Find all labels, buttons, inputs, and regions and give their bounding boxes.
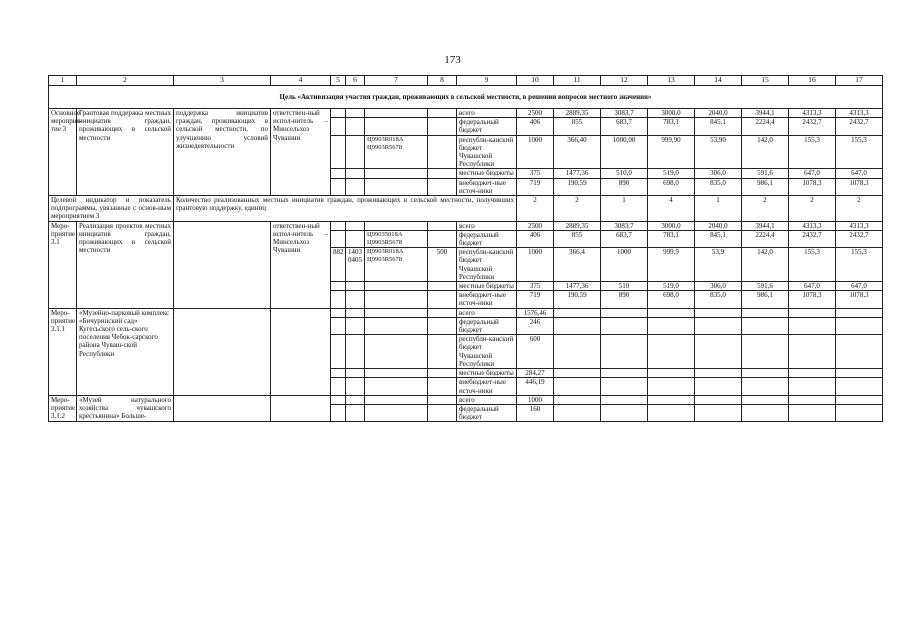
funding-source: федеральный бюджет — [457, 317, 517, 334]
cell — [601, 369, 648, 378]
cell — [428, 135, 457, 169]
cell — [346, 282, 365, 291]
col-num: 1 — [49, 76, 77, 86]
cell — [554, 378, 601, 395]
col-num: 11 — [554, 76, 601, 86]
cell — [365, 282, 428, 291]
cell — [428, 395, 457, 404]
cell — [346, 378, 365, 395]
value-cell: 3083,7 — [601, 109, 648, 118]
funding-source: всего — [457, 221, 517, 230]
table-row — [49, 308, 883, 317]
page-number: 173 — [444, 54, 461, 66]
cell — [346, 404, 365, 421]
value-cell: 510 — [601, 282, 648, 291]
value-cell: 2889,35 — [554, 221, 601, 230]
value-cell: 835,0 — [695, 178, 742, 195]
cell — [695, 335, 742, 369]
funding-source: внебюджет-ные источ-ники — [457, 378, 517, 395]
cell — [789, 317, 836, 334]
funding-source: местные бюджеты — [457, 282, 517, 291]
measure-number: Меро-приятие 3.1.2 — [49, 395, 77, 422]
value-cell: 284,27 — [517, 369, 554, 378]
funding-source: федеральный бюджет — [457, 404, 517, 421]
cell — [428, 308, 457, 317]
value-cell: 3000,0 — [648, 109, 695, 118]
cell — [648, 317, 695, 334]
value-cell: 3944,1 — [742, 221, 789, 230]
cell — [365, 404, 428, 421]
cell — [365, 118, 428, 135]
cell — [365, 169, 428, 178]
value-cell: 142,0 — [742, 135, 789, 169]
value-cell: 246 — [517, 317, 554, 334]
value-cell: 719 — [517, 291, 554, 308]
value-cell: 366,40 — [554, 135, 601, 169]
cell — [365, 291, 428, 308]
cell — [365, 308, 428, 317]
funding-source: местные бюджеты — [457, 369, 517, 378]
cell — [346, 395, 365, 404]
indicator-value: 4 — [648, 196, 695, 222]
col-num: 14 — [695, 76, 742, 86]
value-cell: 1000 — [517, 135, 554, 169]
cell — [331, 135, 346, 169]
cell — [346, 178, 365, 195]
cell — [695, 395, 742, 404]
expense-type-code: 500 — [428, 248, 457, 282]
value-cell: 306,0 — [695, 282, 742, 291]
measure-name: Реализация проектов местных инициатив граждан, проживающих в сельской местности — [77, 221, 174, 308]
cell — [331, 317, 346, 334]
budget-code: Ц9903R018A Ц9903R5678 — [365, 248, 428, 282]
value-cell: 1000 — [517, 395, 554, 404]
value-cell: 2224,4 — [742, 230, 789, 247]
measure-name: Грантовая поддержка местных инициатив граждан, проживающих в сельской местности — [77, 109, 174, 196]
cell — [346, 335, 365, 369]
cell — [648, 335, 695, 369]
value-cell: 719 — [517, 178, 554, 195]
value-cell: 160 — [517, 404, 554, 421]
cell — [428, 282, 457, 291]
responsible: ответствен-ный испол-нитель – Минсельхоз Чувашии — [271, 221, 331, 308]
cell — [365, 109, 428, 118]
cell — [428, 178, 457, 195]
value-cell: 2040,0 — [695, 221, 742, 230]
cell — [742, 335, 789, 369]
value-cell: 783,1 — [648, 230, 695, 247]
cell — [331, 169, 346, 178]
value-cell: 1000,00 — [601, 135, 648, 169]
value-cell: 683,7 — [601, 230, 648, 247]
cell — [346, 291, 365, 308]
value-cell: 375 — [517, 169, 554, 178]
cell — [331, 178, 346, 195]
measure-number: Основное мероприя-тие 3 — [49, 109, 77, 196]
value-cell: 999,90 — [648, 135, 695, 169]
goal-title: Цель «Активизация участия граждан, проживающих в сельской местности, в решении вопросов местного значения» — [49, 86, 883, 109]
col-num: 3 — [174, 76, 271, 86]
cell — [346, 169, 365, 178]
value-cell: 155,3 — [836, 248, 883, 282]
indicator-text: Количество реализованных местных инициатив граждан, проживающих в сельской местности, получивших грантовую поддержку, единиц — [174, 196, 517, 222]
cell — [365, 317, 428, 334]
measure-name: «Музей натурального хозяйства чувашского крестьянина» Больше- — [77, 395, 174, 422]
cell — [554, 335, 601, 369]
cell — [554, 308, 601, 317]
value-cell: 2040,0 — [695, 109, 742, 118]
value-cell: 855 — [554, 118, 601, 135]
cell — [271, 395, 331, 422]
funding-source: федеральный бюджет — [457, 230, 517, 247]
col-num: 15 — [742, 76, 789, 86]
cell — [836, 378, 883, 395]
indicator-value: 2 — [517, 196, 554, 222]
indicator-value: 2 — [836, 196, 883, 222]
cell — [346, 221, 365, 230]
value-cell: 1078,3 — [836, 178, 883, 195]
cell — [601, 404, 648, 421]
value-cell: 783,1 — [648, 118, 695, 135]
cell — [601, 308, 648, 317]
value-cell: 2500 — [517, 109, 554, 118]
funding-source: всего — [457, 395, 517, 404]
value-cell: 683,7 — [601, 118, 648, 135]
value-cell: 986,1 — [742, 291, 789, 308]
cell — [695, 308, 742, 317]
cell — [601, 335, 648, 369]
cell — [554, 395, 601, 404]
cell — [836, 395, 883, 404]
funding-source: республи-канский бюджет Чувашской Республики — [457, 135, 517, 169]
cell — [836, 369, 883, 378]
cell — [428, 291, 457, 308]
cell — [601, 395, 648, 404]
indicator-value: 2 — [789, 196, 836, 222]
measure-task: поддержка инициатив граждан, проживающих в сельской местности, по улучшению условий жизнедеятельности — [174, 109, 271, 196]
value-cell: 2432,7 — [836, 230, 883, 247]
cell — [695, 317, 742, 334]
cell — [742, 317, 789, 334]
value-cell: 2224,4 — [742, 118, 789, 135]
cell — [346, 118, 365, 135]
value-cell: 155,3 — [836, 135, 883, 169]
cell — [174, 221, 271, 308]
value-cell: 519,0 — [648, 282, 695, 291]
indicator-label: Целевой индикатор и показатель подпрограммы, увязанные с основ-ным мероприятием 3 — [49, 196, 174, 222]
value-cell: 3083,7 — [601, 221, 648, 230]
cell — [428, 109, 457, 118]
value-cell: 855 — [554, 230, 601, 247]
grbs-code: 882 — [331, 248, 346, 282]
budget-table — [48, 75, 883, 422]
cell — [742, 395, 789, 404]
cell — [695, 369, 742, 378]
value-cell: 647,0 — [836, 282, 883, 291]
col-num: 10 — [517, 76, 554, 86]
indicator-value: 1 — [601, 196, 648, 222]
funding-source: всего — [457, 308, 517, 317]
value-cell: 647,0 — [836, 169, 883, 178]
funding-source: внебюджет-ные источ-ники — [457, 178, 517, 195]
value-cell: 1477,36 — [554, 282, 601, 291]
cell — [346, 230, 365, 247]
value-cell: 3944,1 — [742, 109, 789, 118]
value-cell: 2432,7 — [836, 118, 883, 135]
funding-source: всего — [457, 109, 517, 118]
cell — [428, 169, 457, 178]
col-num: 5 — [331, 76, 346, 86]
cell — [836, 308, 883, 317]
value-cell: 2432,7 — [789, 118, 836, 135]
funding-source: федеральный бюджет — [457, 118, 517, 135]
cell — [346, 308, 365, 317]
cell — [836, 404, 883, 421]
cell — [836, 317, 883, 334]
cell — [789, 369, 836, 378]
value-cell: 190,59 — [554, 291, 601, 308]
col-num: 12 — [601, 76, 648, 86]
col-num: 8 — [428, 76, 457, 86]
cell — [346, 369, 365, 378]
table-row — [49, 109, 883, 118]
value-cell: 647,0 — [789, 169, 836, 178]
cell — [331, 369, 346, 378]
value-cell: 406 — [517, 230, 554, 247]
value-cell: 3000,0 — [648, 221, 695, 230]
col-num: 2 — [77, 76, 174, 86]
value-cell: 190,59 — [554, 178, 601, 195]
cell — [174, 308, 271, 395]
cell — [365, 378, 428, 395]
cell — [428, 118, 457, 135]
cell — [648, 308, 695, 317]
indicator-value: 2 — [554, 196, 601, 222]
cell — [271, 308, 331, 395]
cell — [648, 369, 695, 378]
value-cell: 155,3 — [789, 135, 836, 169]
value-cell: 2500 — [517, 221, 554, 230]
funding-source: внебюджет-ные источ-ники — [457, 291, 517, 308]
value-cell: 647,0 — [789, 282, 836, 291]
indicator-row — [49, 196, 883, 222]
value-cell: 53,90 — [695, 135, 742, 169]
cell — [331, 308, 346, 317]
value-cell: 155,3 — [789, 248, 836, 282]
value-cell: 1576,46 — [517, 308, 554, 317]
column-number-row — [49, 76, 883, 86]
cell — [428, 369, 457, 378]
cell — [601, 378, 648, 395]
cell — [331, 291, 346, 308]
value-cell: 835,0 — [695, 291, 742, 308]
cell — [331, 378, 346, 395]
budget-code: Ц9903R018A Ц9903R5678 — [365, 135, 428, 169]
cell — [428, 317, 457, 334]
cell — [346, 135, 365, 169]
cell — [789, 308, 836, 317]
value-cell: 1477,36 — [554, 169, 601, 178]
value-cell: 142,0 — [742, 248, 789, 282]
cell — [789, 395, 836, 404]
value-cell: 698,0 — [648, 178, 695, 195]
value-cell: 519,0 — [648, 169, 695, 178]
value-cell: 53,9 — [695, 248, 742, 282]
col-num: 7 — [365, 76, 428, 86]
cell — [365, 178, 428, 195]
measure-name: «Музейно-парковый комплекс «Бичуринский сад» Кугесьского сель-ского поселения Чебок-сарского района Чуваш-ской Республики — [77, 308, 174, 395]
value-cell: 375 — [517, 282, 554, 291]
cell — [346, 109, 365, 118]
cell — [742, 308, 789, 317]
goal-row — [49, 86, 883, 109]
cell — [428, 230, 457, 247]
cell — [365, 395, 428, 404]
cell — [365, 221, 428, 230]
cell — [789, 378, 836, 395]
table-row — [49, 221, 883, 230]
cell — [648, 404, 695, 421]
measure-number: Меро-приятие 3.1 — [49, 221, 77, 308]
table-row — [49, 395, 883, 404]
cell — [346, 317, 365, 334]
value-cell: 845,1 — [695, 118, 742, 135]
value-cell: 2889,35 — [554, 109, 601, 118]
cell — [331, 335, 346, 369]
responsible: ответствен-ный испол-нитель – Минсельхоз Чувашии — [271, 109, 331, 196]
value-cell: 600 — [517, 335, 554, 369]
value-cell: 1078,3 — [836, 291, 883, 308]
value-cell: 1000 — [601, 248, 648, 282]
value-cell: 1000 — [517, 248, 554, 282]
value-cell: 4313,3 — [836, 109, 883, 118]
value-cell: 591,6 — [742, 282, 789, 291]
cell — [695, 404, 742, 421]
value-cell: 1078,3 — [789, 291, 836, 308]
cell — [742, 378, 789, 395]
cell — [789, 335, 836, 369]
cell — [331, 230, 346, 247]
cell — [554, 369, 601, 378]
funding-source: республи-канский бюджет Чувашской Республики — [457, 335, 517, 369]
cell — [331, 282, 346, 291]
value-cell: 591,6 — [742, 169, 789, 178]
indicator-value: 1 — [695, 196, 742, 222]
budget-code: Ц99035018A Ц9903R5678 — [365, 230, 428, 247]
cell — [331, 404, 346, 421]
cell — [428, 378, 457, 395]
cell — [695, 378, 742, 395]
value-cell: 4313,3 — [789, 109, 836, 118]
funding-source: республи-канский бюджет Чувашской Республики — [457, 248, 517, 282]
col-num: 13 — [648, 76, 695, 86]
value-cell: 698,0 — [648, 291, 695, 308]
col-num: 6 — [346, 76, 365, 86]
cell — [331, 109, 346, 118]
value-cell: 2432,7 — [789, 230, 836, 247]
cell — [365, 369, 428, 378]
value-cell: 366,4 — [554, 248, 601, 282]
col-num: 17 — [836, 76, 883, 86]
cell — [365, 335, 428, 369]
cell — [742, 369, 789, 378]
cell — [742, 404, 789, 421]
value-cell: 4313,3 — [789, 221, 836, 230]
cell — [428, 335, 457, 369]
cell — [331, 221, 346, 230]
cell — [836, 335, 883, 369]
col-num: 9 — [457, 76, 517, 86]
cell — [789, 404, 836, 421]
value-cell: 890 — [601, 291, 648, 308]
value-cell: 845,1 — [695, 230, 742, 247]
cell — [331, 118, 346, 135]
col-num: 16 — [789, 76, 836, 86]
cell — [174, 395, 271, 422]
cell — [554, 404, 601, 421]
value-cell: 986,1 — [742, 178, 789, 195]
cell — [428, 221, 457, 230]
cell — [428, 404, 457, 421]
cell — [554, 317, 601, 334]
col-num: 4 — [271, 76, 331, 86]
value-cell: 890 — [601, 178, 648, 195]
value-cell: 306,0 — [695, 169, 742, 178]
indicator-value: 2 — [742, 196, 789, 222]
funding-source: местные бюджеты — [457, 169, 517, 178]
value-cell: 1078,3 — [789, 178, 836, 195]
value-cell: 446,19 — [517, 378, 554, 395]
value-cell: 510,0 — [601, 169, 648, 178]
value-cell: 999,9 — [648, 248, 695, 282]
cell — [648, 378, 695, 395]
value-cell: 4313,3 — [836, 221, 883, 230]
cell — [331, 395, 346, 404]
measure-number: Меро-приятие 3.1.1 — [49, 308, 77, 395]
section-code: 1403 0405 — [346, 248, 365, 282]
cell — [648, 395, 695, 404]
value-cell: 406 — [517, 118, 554, 135]
cell — [601, 317, 648, 334]
